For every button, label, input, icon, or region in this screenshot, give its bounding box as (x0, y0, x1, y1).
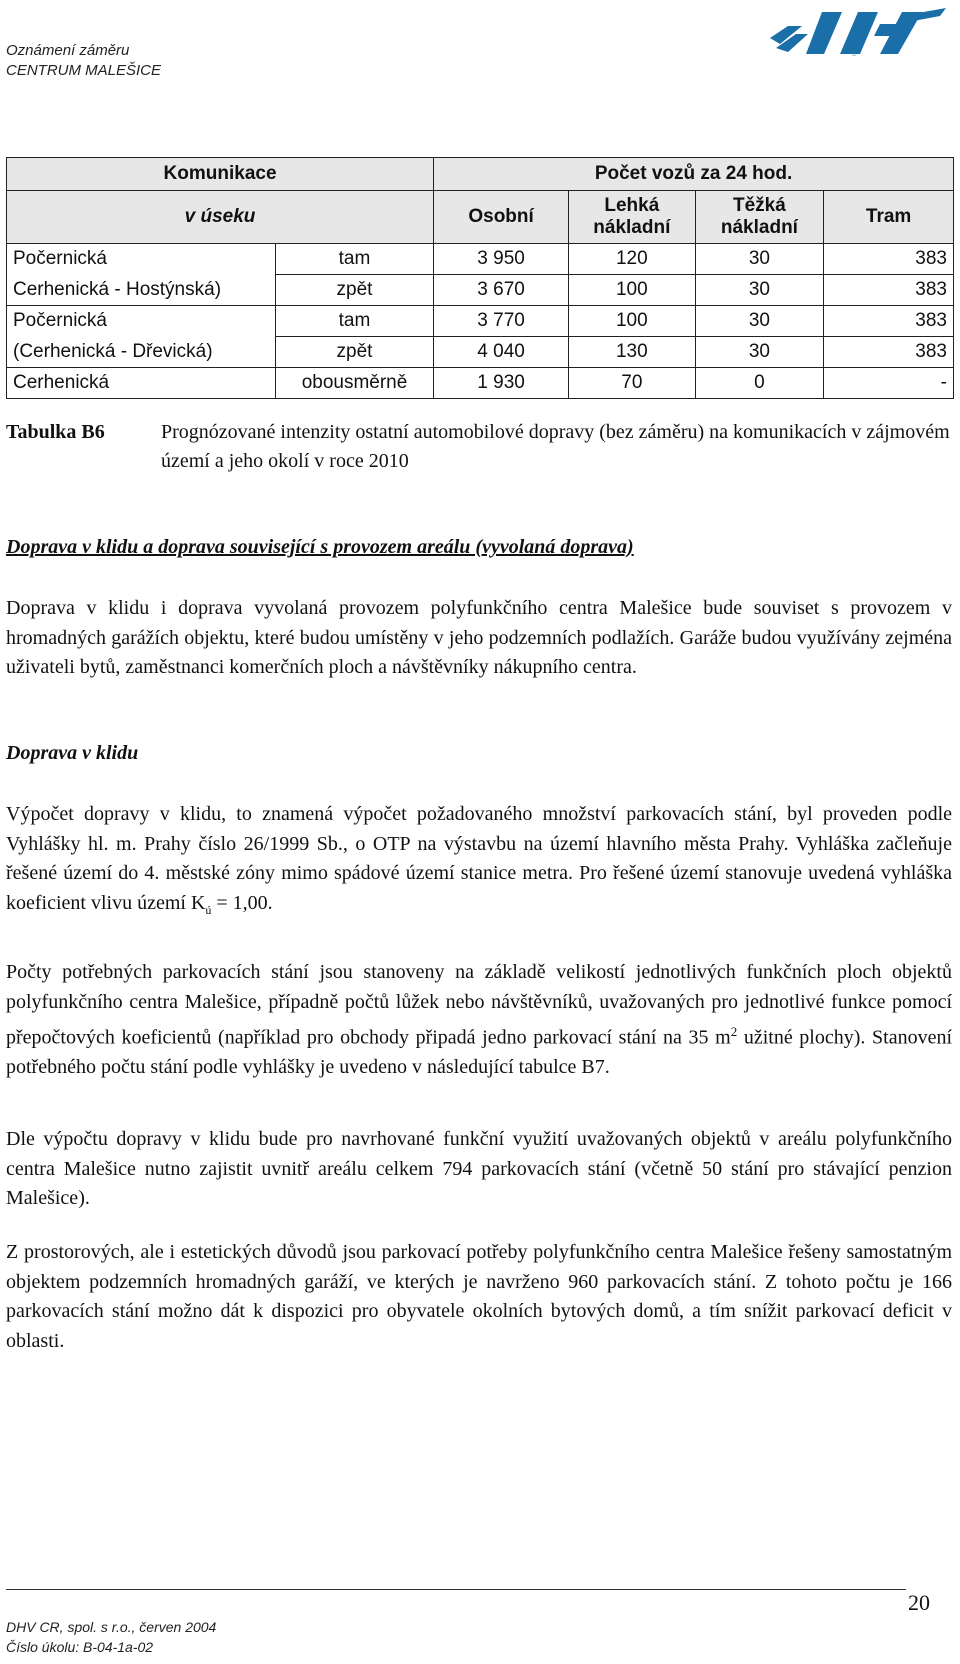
page-number: 20 (908, 1590, 930, 1615)
caption-label: Tabulka B6 (6, 421, 105, 443)
lehka-value: 100 (569, 306, 696, 337)
table-row (7, 275, 954, 306)
project-name: CENTRUM MALEŠICE (6, 62, 162, 79)
col-komunikace: Komunikace (7, 158, 434, 191)
tezka-value: 30 (695, 306, 824, 337)
caption-text: Prognózované intenzity ostatní automobilové dopravy (bez záměru) na komunikacích v zájmovém území a jeho okolí v roce 2010 (161, 421, 950, 472)
table-row (7, 244, 954, 275)
osobni-value: 3 770 (434, 306, 569, 337)
tezka-value: 30 (695, 337, 824, 368)
col-v-useku: v úseku (7, 191, 434, 244)
road-name: Počernická (7, 306, 276, 337)
osobni-value: 3 670 (434, 275, 569, 306)
tezka-value: 0 (695, 368, 824, 399)
footer-company: DHV CR, spol. s r.o., červen 2004 (6, 1619, 217, 1635)
tezka-value: 30 (695, 244, 824, 275)
direction: obousměrně (275, 368, 433, 399)
direction: zpět (275, 275, 433, 306)
paragraph-intro: Doprava v klidu i doprava vyvolaná provozem polyfunkčního centra Malešice bude souviset s provozem v hromadných garážích objektu, které budou umístěny v jeho podzemních podlažích. Garáže budou využívány zejména uživateli bytů, zaměstnanci komerčních ploch a návštěvníky nákupního centra. (6, 597, 952, 678)
road-name: (Cerhenická - Dřevická) (7, 337, 276, 368)
col-lehka: Lehká nákladní (569, 191, 696, 244)
footer-divider (6, 1589, 906, 1590)
osobni-value: 1 930 (434, 368, 569, 399)
col-tezka: Těžká nákladní (695, 191, 824, 244)
table-caption (6, 418, 956, 476)
subheading: Doprava v klidu (6, 742, 139, 764)
footer-task-number: Číslo úkolu: B-04-1a-02 (6, 1639, 154, 1655)
section-heading: Doprava v klidu a doprava související s provozem areálu (vyvolaná doprava) (6, 536, 634, 558)
tram-value: - (824, 368, 954, 399)
tram-value: 383 (824, 337, 954, 368)
direction: tam (275, 306, 433, 337)
lehka-value: 130 (569, 337, 696, 368)
lehka-value: 100 (569, 275, 696, 306)
table-row (7, 306, 954, 337)
lehka-value: 120 (569, 244, 696, 275)
table-row (7, 368, 954, 399)
road-name: Počernická (7, 244, 276, 275)
direction: tam (275, 244, 433, 275)
road-name: Cerhenická (7, 368, 276, 399)
table-row (7, 337, 954, 368)
road-name: Cerhenická - Hostýnská) (7, 275, 276, 306)
traffic-table (6, 157, 954, 399)
osobni-value: 3 950 (434, 244, 569, 275)
col-osobni: Osobní (434, 191, 569, 244)
osobni-value: 4 040 (434, 337, 569, 368)
lehka-value: 70 (569, 368, 696, 399)
document-header (6, 41, 161, 81)
svg-text:DHV: DHV (852, 55, 857, 57)
table-subheader-row (7, 191, 954, 244)
paragraph-result: Dle výpočtu dopravy v klidu bude pro navrhované funkční využití uvažovaných objektů v areálu polyfunkčního centra Malešice nutno zajistit uvnitř areálu celkem 794 parkovacích stání (včetně 50 stání pro stávající penzion Malešice). (6, 1128, 952, 1209)
tram-value: 383 (824, 306, 954, 337)
table-header-row (7, 158, 954, 191)
footer (6, 1617, 216, 1657)
tram-value: 383 (824, 244, 954, 275)
paragraph-garage: Z prostorových, ale i estetických důvodů jsou parkovací potřeby polyfunkčního centra Malešice řešeny samostatným objektem podzemních hromadných garáží, ve kterých je navrženo 960 parkovacích stání. Z tohoto počtu je 166 parkovacích stání možno dát k dispozici pro obyvatele okolních bytových domů, a tím snížit parkovací deficit v oblasti. (6, 1241, 952, 1352)
paragraph-counts: Počty potřebných parkovacích stání jsou stanoveny na základě velikostí jednotlivých funkčních ploch objektů polyfunkčního centra Malešice, případně počtů lůžek nebo návštěvníků, uvažovaných pro jednotlivé funkce pomocí přepočtových koeficientů (například pro obchody připadá jedno parkovací stání na 35 $m^2$ užitné plochy). Stanovení potřebného počtu stání podle vyhlášky je uvedeno v následující tabulce B7. (6, 961, 953, 1079)
paragraph-calculation: Výpočet dopravy v klidu, to znamená výpočet požadovaného množství parkovacích stání, byl proveden podle Vyhlášky hl. m. Prahy číslo 26/1999 Sb., o OTP na výstavbu na území hlavního města Prahy. Vyhláška začleňuje řešené území do 4. městské zóny mimo spádové území stanice metra. Pro řešené území stanovuje uvedená vyhláška koeficient vlivu území $K_ú = 1,00$. (6, 803, 952, 917)
dhv-logo (762, 4, 948, 58)
direction: zpět (275, 337, 433, 368)
col-tram: Tram (824, 191, 954, 244)
doc-type: Oznámení záměru (6, 42, 130, 59)
col-pocet-vozu: Počet vozů za 24 hod. (434, 158, 954, 191)
tram-value: 383 (824, 275, 954, 306)
tezka-value: 30 (695, 275, 824, 306)
